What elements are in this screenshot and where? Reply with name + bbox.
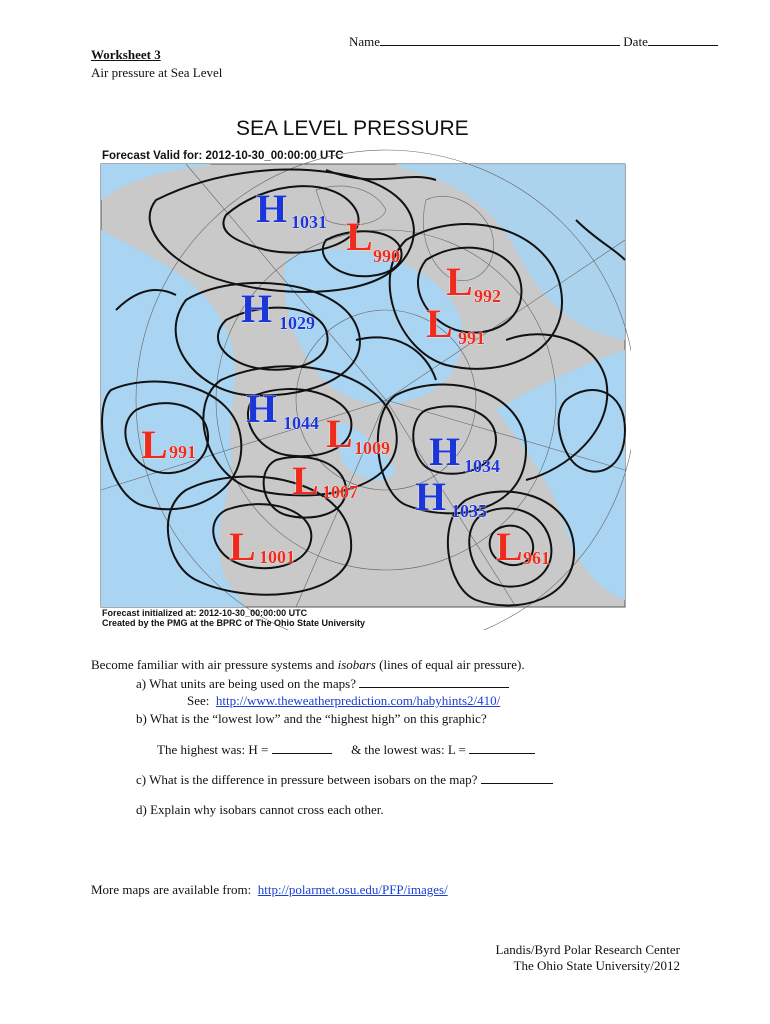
intro-text: Become familiar with air pressure systems and isobars (lines of equal air pressure). xyxy=(91,657,525,672)
pressure-letter: L xyxy=(446,259,473,304)
name-blank[interactable] xyxy=(380,33,620,46)
pressure-letter: L xyxy=(292,458,319,503)
pressure-letter: L xyxy=(141,422,168,467)
answer-c-blank[interactable] xyxy=(481,771,553,784)
pressure-letter: L xyxy=(346,214,373,259)
pressure-value: 1035 xyxy=(451,501,487,521)
highest-lowest-line: The highest was: H = & the lowest was: L = xyxy=(157,741,535,758)
pressure-letter: L xyxy=(229,524,256,569)
see-line: See: http://www.theweatherprediction.com/habyhints2/410/ xyxy=(187,693,501,708)
pressure-letter: L xyxy=(426,301,453,346)
credit-line-1: Landis/Byrd Polar Research Center xyxy=(495,942,680,957)
pressure-letter: H xyxy=(241,286,273,331)
worksheet-title: Worksheet 3 xyxy=(91,47,161,62)
question-a: a) What units are being used on the maps? xyxy=(136,675,509,692)
weatherprediction-link[interactable]: http://www.theweatherprediction.com/habyhints2/410/ xyxy=(215,693,501,708)
date-label: Date xyxy=(623,34,648,49)
pressure-letter: L xyxy=(326,411,353,456)
credit-line-2: The Ohio State University/2012 xyxy=(513,958,680,973)
pressure-value: 1001 xyxy=(259,547,295,567)
date-blank[interactable] xyxy=(648,33,718,46)
question-d: d) Explain why isobars cannot cross each other. xyxy=(136,802,384,817)
pressure-letter: H xyxy=(246,386,278,431)
question-c: c) What is the difference in pressure between isobars on the map? xyxy=(136,771,553,788)
pressure-value: 1044 xyxy=(283,413,319,433)
highest-blank[interactable] xyxy=(272,741,332,754)
polarmet-link[interactable]: http://polarmet.osu.edu/PFP/images/ xyxy=(257,882,448,897)
created-by-label: Created by the PMG at the BPRC of The Ohio State University xyxy=(102,618,366,628)
question-b: b) What is the “lowest low” and the “highest high” on this graphic? xyxy=(136,711,487,726)
sea-level-pressure-map xyxy=(96,110,631,630)
pressure-value: 1007 xyxy=(322,482,358,502)
pressure-value: 961 xyxy=(523,548,550,568)
forecast-valid-label: Forecast Valid for: 2012-10-30_00:00:00 UTC xyxy=(102,150,344,162)
lowest-blank[interactable] xyxy=(469,741,535,754)
credit-block xyxy=(496,942,680,974)
pressure-value: 1034 xyxy=(464,456,500,476)
pressure-letter: L xyxy=(496,524,523,569)
pressure-value: 1009 xyxy=(354,438,390,458)
pressure-value: 992 xyxy=(474,286,501,306)
pressure-letter: H xyxy=(256,186,288,231)
forecast-initialized-label: Forecast initialized at: 2012-10-30_00:00:00 UTC xyxy=(102,608,308,618)
name-label: Name xyxy=(349,34,381,49)
name-date-line xyxy=(349,33,718,50)
map-title: SEA LEVEL PRESSURE xyxy=(236,117,469,140)
pressure-value: 990 xyxy=(373,246,400,266)
pressure-value: 991 xyxy=(169,442,196,462)
pressure-value: 1031 xyxy=(291,212,327,232)
pressure-letter: H xyxy=(415,474,447,519)
pressure-value: 1029 xyxy=(279,313,315,333)
pressure-letter: H xyxy=(429,429,461,474)
answer-a-blank[interactable] xyxy=(359,675,509,688)
worksheet-subtitle: Air pressure at Sea Level xyxy=(91,65,223,80)
more-maps-line: More maps are available from: http://polarmet.osu.edu/PFP/images/ xyxy=(91,882,448,897)
pressure-value: 991 xyxy=(458,328,485,348)
